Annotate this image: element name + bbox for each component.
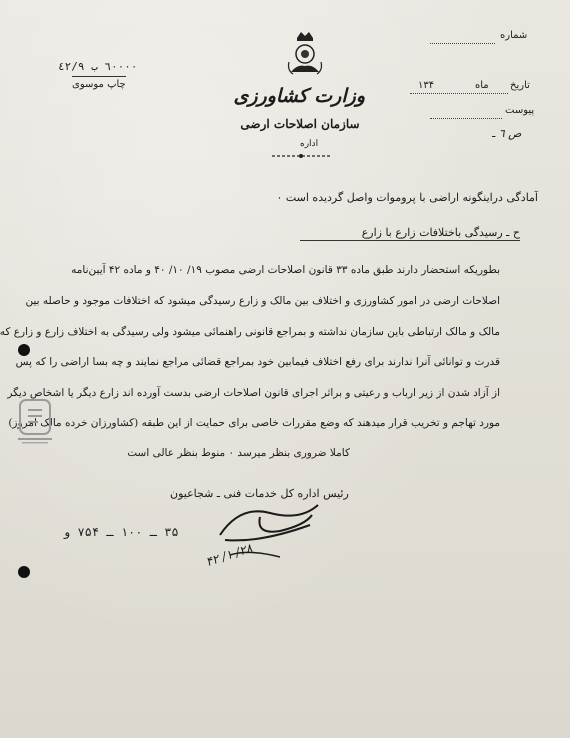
attachment-label: پیوست	[505, 105, 535, 116]
body-line-4: قدرت و توانائی آنرا ندارند برای رفع اختلاف فیمابین خود بمراجع قضائی مراجع نمایند و چه بسا اراضی را که پس	[15, 356, 500, 368]
archive-watermark-icon	[16, 398, 54, 446]
organization-name: سازمان اصلاحات ارضی	[240, 117, 360, 131]
body-line-2: اصلاحات ارضی در امور کشاورزی و اختلاف بین مالک و زارع رسیدگی میشود که اختلافات موجود و حاصله بین	[25, 295, 500, 307]
attachment-field-line	[430, 118, 502, 119]
registration-number: ۳۵ ـ ۱۰۰ ـ ۷۵۴ و	[63, 525, 179, 539]
handwritten-ref: ص ٦ ـ	[492, 127, 522, 140]
body-line-1: بطوریکه استحضار دارند طبق ماده ۳۳ قانون اصلاحات ارضی مصوب ۱۹/ ۱۰/ ۴۰ و ماده ۴۲ آیین‌نامه	[71, 264, 500, 276]
signatory-title: رئیس اداره کل خدمات فنی ـ شجاعیون	[170, 487, 349, 500]
date-year: ۱۳۴	[418, 80, 435, 91]
body-line-7: کاملا ضروری بنظر میرسد ۰ منوط بنظر عالی است	[127, 447, 350, 459]
body-line-3: مالک و مالک ارتباطی باین سازمان نداشته و بمراجع قانونی راهنمائی میشود ولی رسیدگی به اختلاف زارع و زارع که	[0, 326, 500, 338]
decorative-divider	[270, 152, 332, 160]
body-line-6: مورد تهاجم و تخریب قرار میدهند که وضع مقررات خاصی برای حمایت از این طبقه (کشاورزان خرده مالک امروز)	[8, 417, 500, 429]
signature-date: ۲۸/ ۱/ ۴۲	[204, 540, 254, 570]
reference-heading: ح ـ رسیدگی باختلافات زارع با زارع	[300, 226, 520, 241]
date-field-line	[410, 93, 508, 94]
subject-line: آمادگی دراینگونه اراضی با پروموات واصل گردیده است ۰	[276, 191, 538, 204]
punch-hole-upper	[18, 344, 30, 356]
number-label: شماره	[500, 30, 528, 41]
body-line-5: از آزاد شدن از زیر ارباب و رعیتی و براثر اجرای قانون اصلاحات ارضی بدست آورده اند زارع دیگر یا اشخاص دیگر	[7, 387, 500, 399]
printer-name: چاپ موسوی	[72, 76, 126, 90]
office-label: اداره	[300, 139, 319, 149]
date-month: ماه	[475, 80, 489, 91]
punch-hole-lower	[18, 566, 30, 578]
print-code: ٦٠٠٠٠ ب ٤٢/٩	[58, 60, 138, 73]
date-label: تاریخ	[510, 80, 530, 91]
number-field-line	[430, 43, 495, 44]
lion-and-sun-emblem-icon	[283, 28, 327, 78]
ministry-name: وزارت کشاورزی	[233, 85, 365, 107]
